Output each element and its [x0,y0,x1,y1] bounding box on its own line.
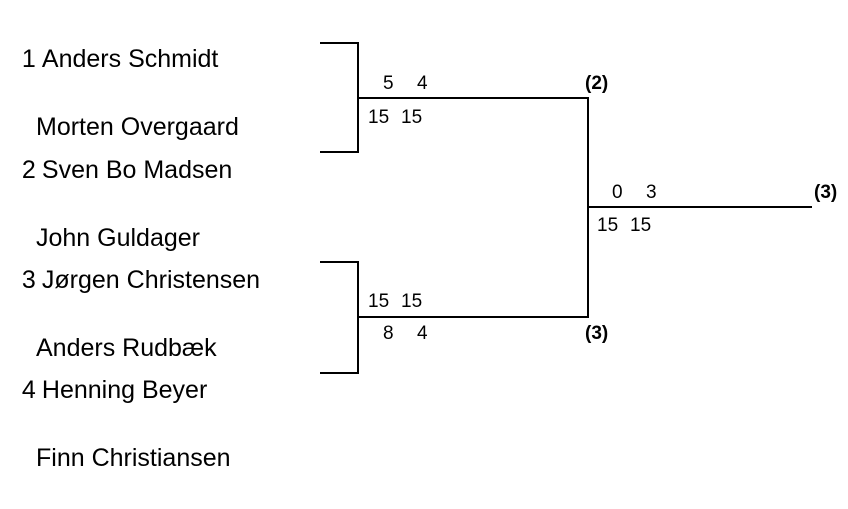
semifinal-2-winner-seed: (3) [585,323,609,344]
bracket-line [320,151,358,153]
bracket-line [320,261,358,263]
final-winner-seed: (3) [814,182,838,203]
bracket-line [320,42,358,44]
semifinal-2-score-top-set1: 15 [368,291,390,312]
team-player-1: Jørgen Christensen [41,266,261,294]
team-seed: 1 [21,45,36,73]
team-player-1: Sven Bo Madsen [41,156,233,184]
semifinal-2-score-bottom-set1: 8 [383,323,394,344]
bracket-line [587,206,812,208]
semifinal-1-score-bottom-set2: 15 [401,107,423,128]
team-player-1: Henning Beyer [41,376,208,404]
semifinal-1-score-top-set1: 5 [383,73,394,94]
team-player-1: Anders Schmidt [41,45,219,73]
team-player-2: John Guldager [36,224,201,252]
team-player-2: Anders Rudbæk [36,334,217,362]
team-player-2: Morten Overgaard [36,113,239,141]
final-score-bottom-set1: 15 [597,215,619,236]
semifinal-1-winner-seed: (2) [585,73,609,94]
team-seed: 4 [21,376,36,404]
final-score-top-set1: 0 [612,182,623,203]
team-4-entry [8,339,231,509]
bracket-line [320,372,358,374]
bracket-line [357,316,588,318]
semifinal-2-score-top-set2: 15 [401,291,423,312]
semifinal-1-score-top-set2: 4 [417,73,428,94]
final-score-bottom-set2: 15 [630,215,652,236]
team-player-2: Finn Christiansen [36,444,231,472]
team-seed: 2 [21,156,36,184]
bracket-line [357,97,588,99]
team-seed: 3 [21,266,36,294]
final-score-top-set2: 3 [646,182,657,203]
semifinal-2-score-bottom-set2: 4 [417,323,428,344]
semifinal-1-score-bottom-set1: 15 [368,107,390,128]
